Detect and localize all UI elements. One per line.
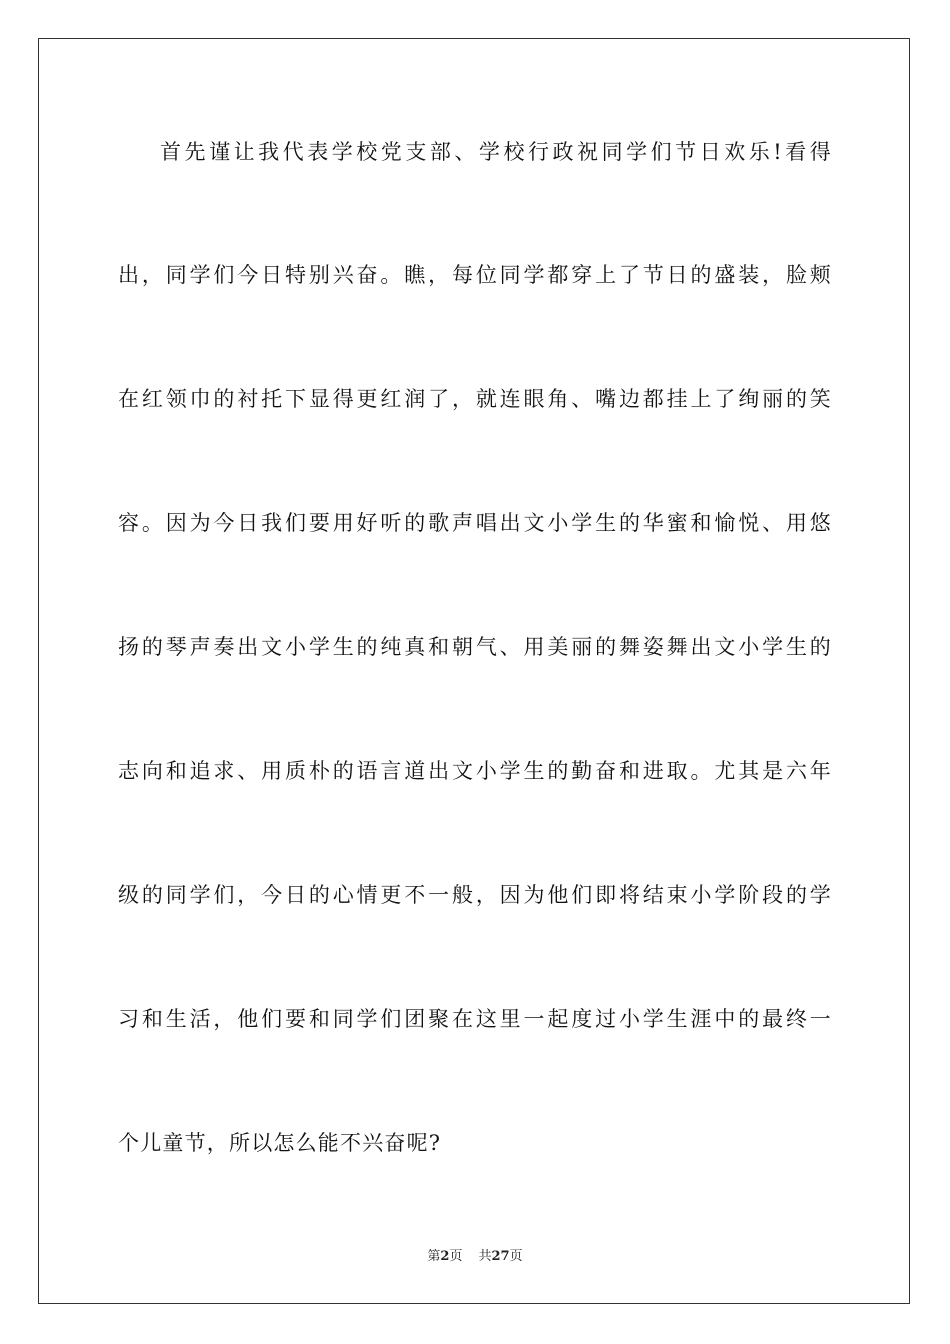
total-prefix: 共 <box>478 1249 492 1264</box>
page-number: 2 <box>440 1249 450 1264</box>
paragraph-line-6: 志向和追求、用质朴的语言道出文小学生的勤奋和进取。尤其是六年 <box>118 759 832 783</box>
page-footer <box>0 1248 950 1266</box>
paragraph-line-3: 在红领巾的衬托下显得更红润了，就连眼角、嘴边都挂上了绚丽的笑 <box>118 387 832 411</box>
paragraph-line-8: 习和生活，他们要和同学们团聚在这里一起度过小学生涯中的最终一 <box>118 1007 832 1031</box>
page-prefix: 第 <box>427 1249 441 1264</box>
total-suffix: 页 <box>509 1249 523 1264</box>
page-suffix: 页 <box>449 1249 463 1264</box>
paragraph-line-9: 个儿童节，所以怎么能不兴奋呢? <box>118 1131 442 1155</box>
paragraph-line-2: 出，同学们今日特别兴奋。瞧，每位同学都穿上了节日的盛装，脸颊 <box>118 263 832 287</box>
paragraph-line-1: 首先谨让我代表学校党支部、学校行政祝同学们节日欢乐!看得 <box>160 140 832 164</box>
paragraph-line-5: 扬的琴声奏出文小学生的纯真和朝气、用美丽的舞姿舞出文小学生的 <box>118 635 832 659</box>
page-frame <box>38 38 910 1304</box>
paragraph-line-4: 容。因为今日我们要用好听的歌声唱出文小学生的华蜜和愉悦、用悠 <box>118 511 832 535</box>
paragraph-line-7: 级的同学们，今日的心情更不一般，因为他们即将结束小学阶段的学 <box>118 883 832 907</box>
total-pages: 27 <box>491 1249 510 1264</box>
